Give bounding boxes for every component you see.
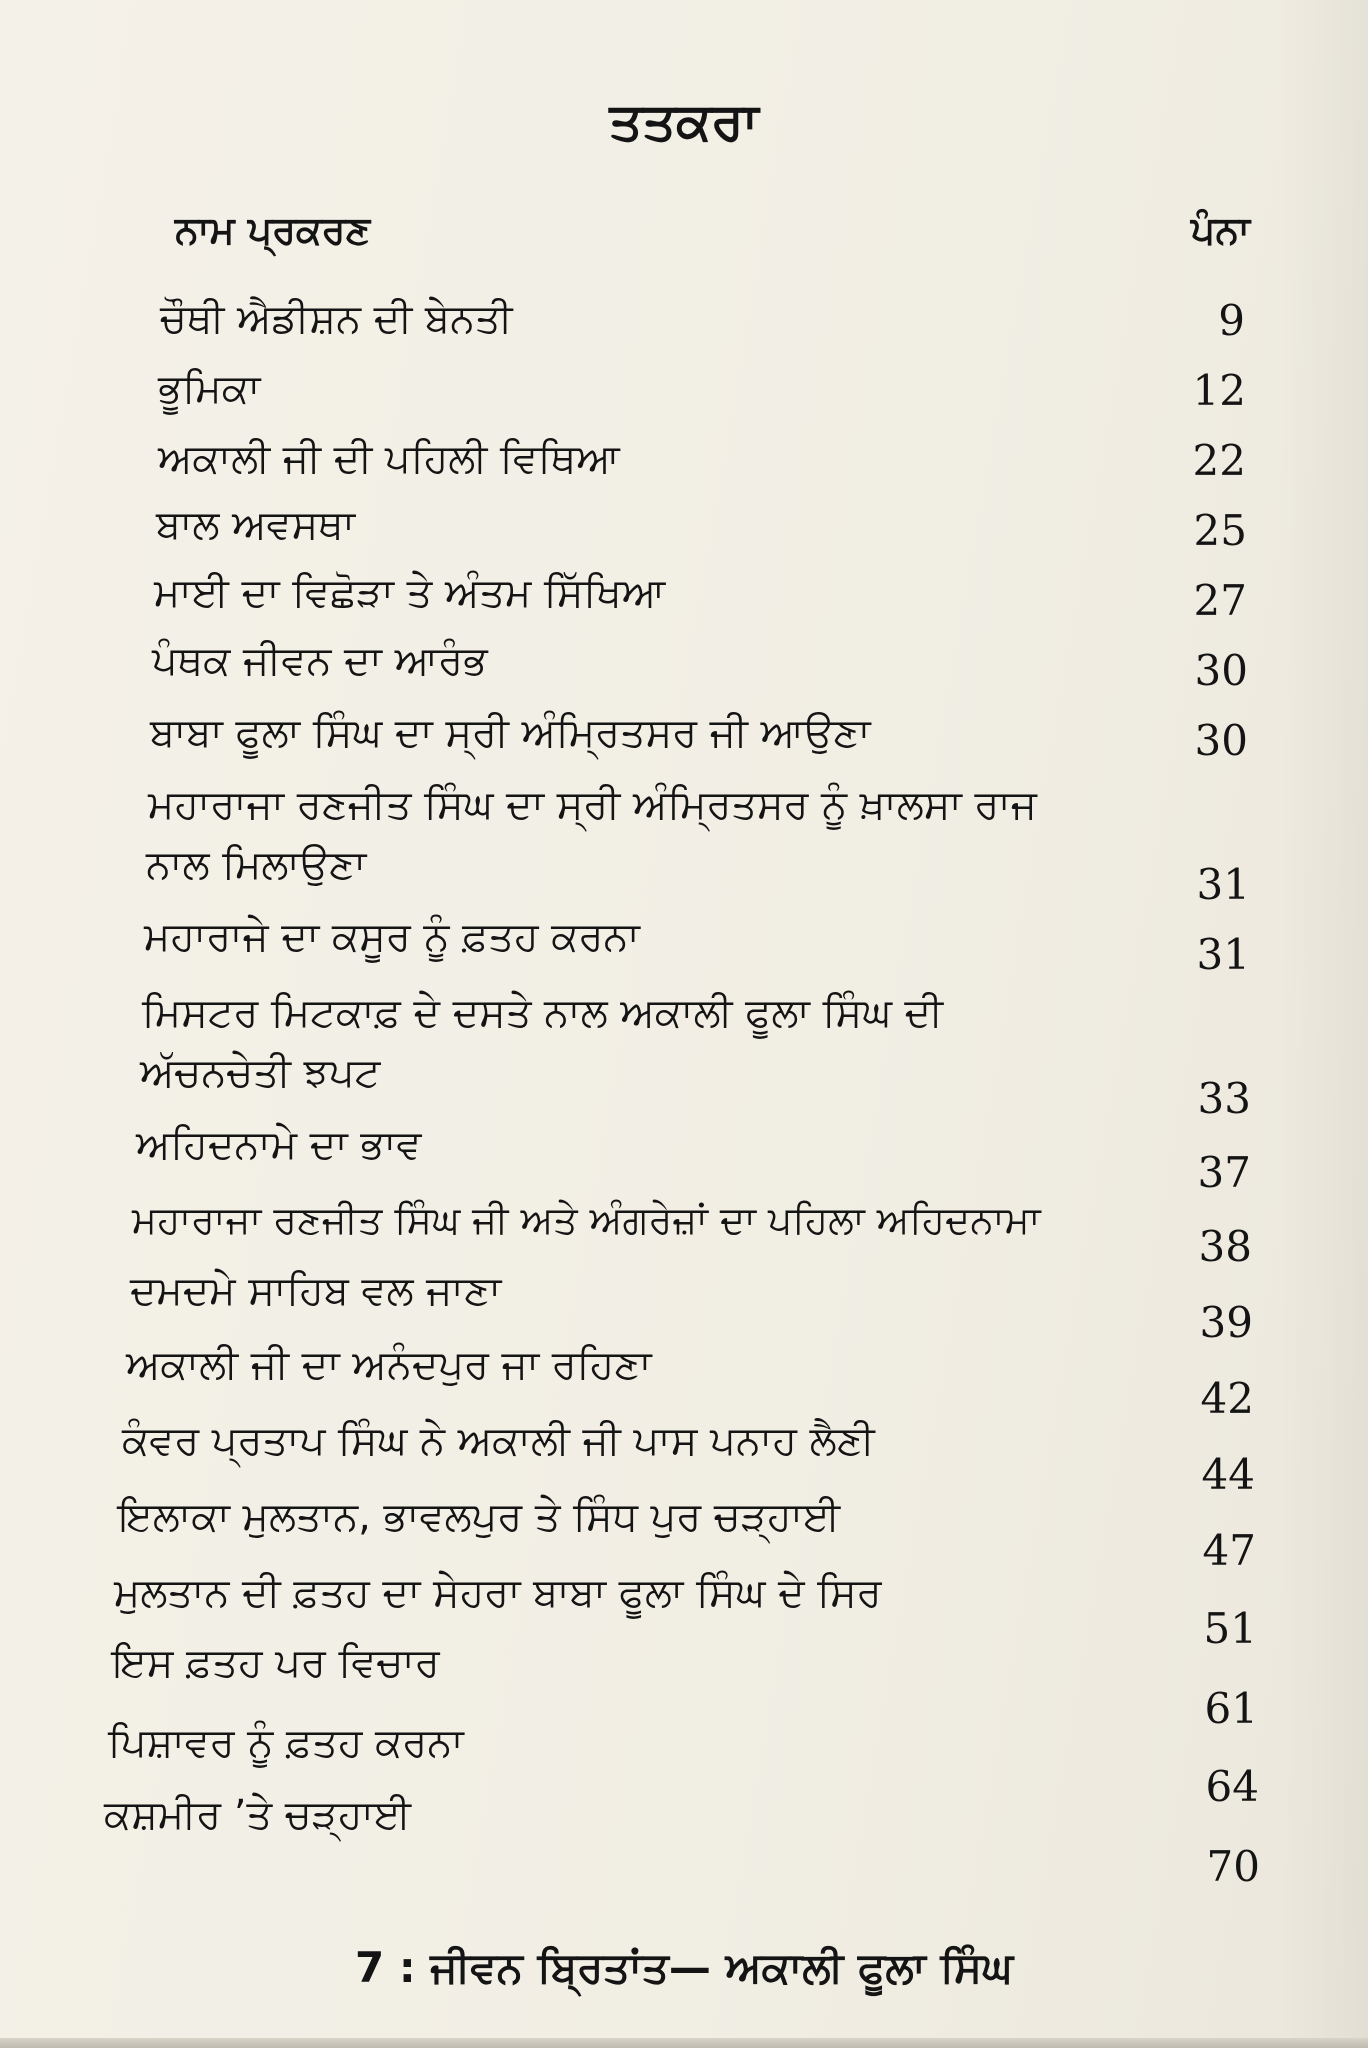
page-shadow [1278, 0, 1368, 2048]
toc-entry: ਅਕਾਲੀ ਜੀ ਦਾ ਅਨੰਦਪੁਰ ਜਾ ਰਹਿਣਾ [126, 1342, 652, 1388]
page-bottom-edge [0, 2038, 1368, 2048]
toc-entry: ਚੌਥੀ ਐਡੀਸ਼ਨ ਦੀ ਬੇਨਤੀ [160, 296, 513, 342]
page-number: 9 [1218, 296, 1245, 345]
page-title: ਤਤਕਰਾ [609, 92, 759, 152]
toc-entry: ਪਿਸ਼ਾਵਰ ਨੂੰ ਫ਼ਤਹ ਕਰਨਾ [108, 1720, 464, 1766]
toc-entry: ਬਾਬਾ ਫੂਲਾ ਸਿੰਘ ਦਾ ਸ੍ਰੀ ਅੰਮ੍ਰਿਤਸਰ ਜੀ ਆਉਣਾ [150, 710, 871, 756]
column-header-page: ਪੰਨਾ [1190, 208, 1250, 252]
page-number: 12 [1192, 366, 1246, 415]
toc-entry: ਅੱਚਨਚੇਤੀ ਝਪਟ [140, 1050, 381, 1096]
page-number: 25 [1193, 506, 1247, 555]
page-number: 38 [1198, 1222, 1252, 1271]
toc-entry: ਦਮਦਮੇ ਸਾਹਿਬ ਵਲ ਜਾਣਾ [130, 1268, 502, 1314]
toc-entry: ਪੰਥਕ ਜੀਵਨ ਦਾ ਆਰੰਭ [152, 638, 488, 684]
toc-entry: ਨਾਲ ਮਿਲਾਉਣਾ [146, 842, 367, 888]
page-number: 61 [1204, 1684, 1258, 1733]
page-number: 27 [1193, 576, 1247, 625]
page-number: 31 [1196, 930, 1250, 979]
toc-entry: ਮੁਲਤਾਨ ਦੀ ਫ਼ਤਹ ਦਾ ਸੇਹਰਾ ਬਾਬਾ ਫੂਲਾ ਸਿੰਘ ਦੇ ਸਿਰ [114, 1570, 882, 1616]
page-number: 44 [1201, 1450, 1255, 1499]
page-footer: 7 : ਜੀਵਨ ਬ੍ਰਿਤਾਂਤ— ਅਕਾਲੀ ਫੂਲਾ ਸਿੰਘ [355, 1943, 1014, 1992]
page-number: 42 [1200, 1374, 1254, 1423]
toc-entry: ਅਹਿਦਨਾਮੇ ਦਾ ਭਾਵ [136, 1122, 422, 1168]
toc-entry: ਮਹਾਰਾਜਾ ਰਣਜੀਤ ਸਿੰਘ ਜੀ ਅਤੇ ਅੰਗਰੇਜ਼ਾਂ ਦਾ ਪਹਿਲਾ ਅਹਿਦਨਾਮਾ [132, 1198, 1041, 1242]
page-number: 39 [1199, 1298, 1253, 1347]
page-number: 47 [1202, 1526, 1256, 1575]
toc-entry: ਭੂਮਿਕਾ [158, 366, 261, 412]
page-number: 64 [1205, 1762, 1259, 1811]
toc-entry: ਇਸ ਫ਼ਤਹ ਪਰ ਵਿਚਾਰ [112, 1640, 440, 1686]
toc-entry: ਮਹਾਰਾਜਾ ਰਣਜੀਤ ਸਿੰਘ ਦਾ ਸ੍ਰੀ ਅੰਮ੍ਰਿਤਸਰ ਨੂੰ ਖ਼ਾਲਸਾ ਰਾਜ [148, 782, 1037, 828]
toc-entry: ਅਕਾਲੀ ਜੀ ਦੀ ਪਹਿਲੀ ਵਿਥਿਆ [158, 436, 620, 482]
toc-entry: ਬਾਲ ਅਵਸਥਾ [156, 502, 356, 548]
page-number: 31 [1196, 860, 1250, 909]
page-number: 30 [1194, 646, 1248, 695]
page-number: 33 [1197, 1074, 1251, 1123]
page-number: 51 [1203, 1604, 1257, 1653]
toc-entry: ਮਾਈ ਦਾ ਵਿਛੋੜਾ ਤੇ ਅੰਤਮ ਸਿੱਖਿਆ [154, 570, 666, 616]
page-number: 30 [1194, 716, 1248, 765]
page-number: 22 [1192, 436, 1246, 485]
toc-entry: ਇਲਾਕਾ ਮੁਲਤਾਨ, ਭਾਵਲਪੁਰ ਤੇ ਸਿੰਧ ਪੁਰ ਚੜ੍ਹਾਈ [118, 1494, 841, 1540]
toc-entry: ਮਹਾਰਾਜੇ ਦਾ ਕਸੂਰ ਨੂੰ ਫ਼ਤਹ ਕਰਨਾ [144, 914, 640, 960]
column-header-chapter: ਨਾਮ ਪ੍ਰਕਰਣ [175, 208, 371, 252]
page-number: 37 [1197, 1148, 1251, 1197]
toc-entry: ਮਿਸਟਰ ਮਿਟਕਾਫ਼ ਦੇ ਦਸਤੇ ਨਾਲ ਅਕਾਲੀ ਫੂਲਾ ਸਿੰਘ ਦੀ [142, 990, 944, 1036]
toc-entry: ਕੰਵਰ ਪ੍ਰਤਾਪ ਸਿੰਘ ਨੇ ਅਕਾਲੀ ਜੀ ਪਾਸ ਪਨਾਹ ਲੈਣੀ [122, 1418, 875, 1464]
page-number: 70 [1206, 1842, 1260, 1891]
toc-entry: ਕਸ਼ਮੀਰ ’ਤੇ ਚੜ੍ਹਾਈ [104, 1792, 412, 1838]
